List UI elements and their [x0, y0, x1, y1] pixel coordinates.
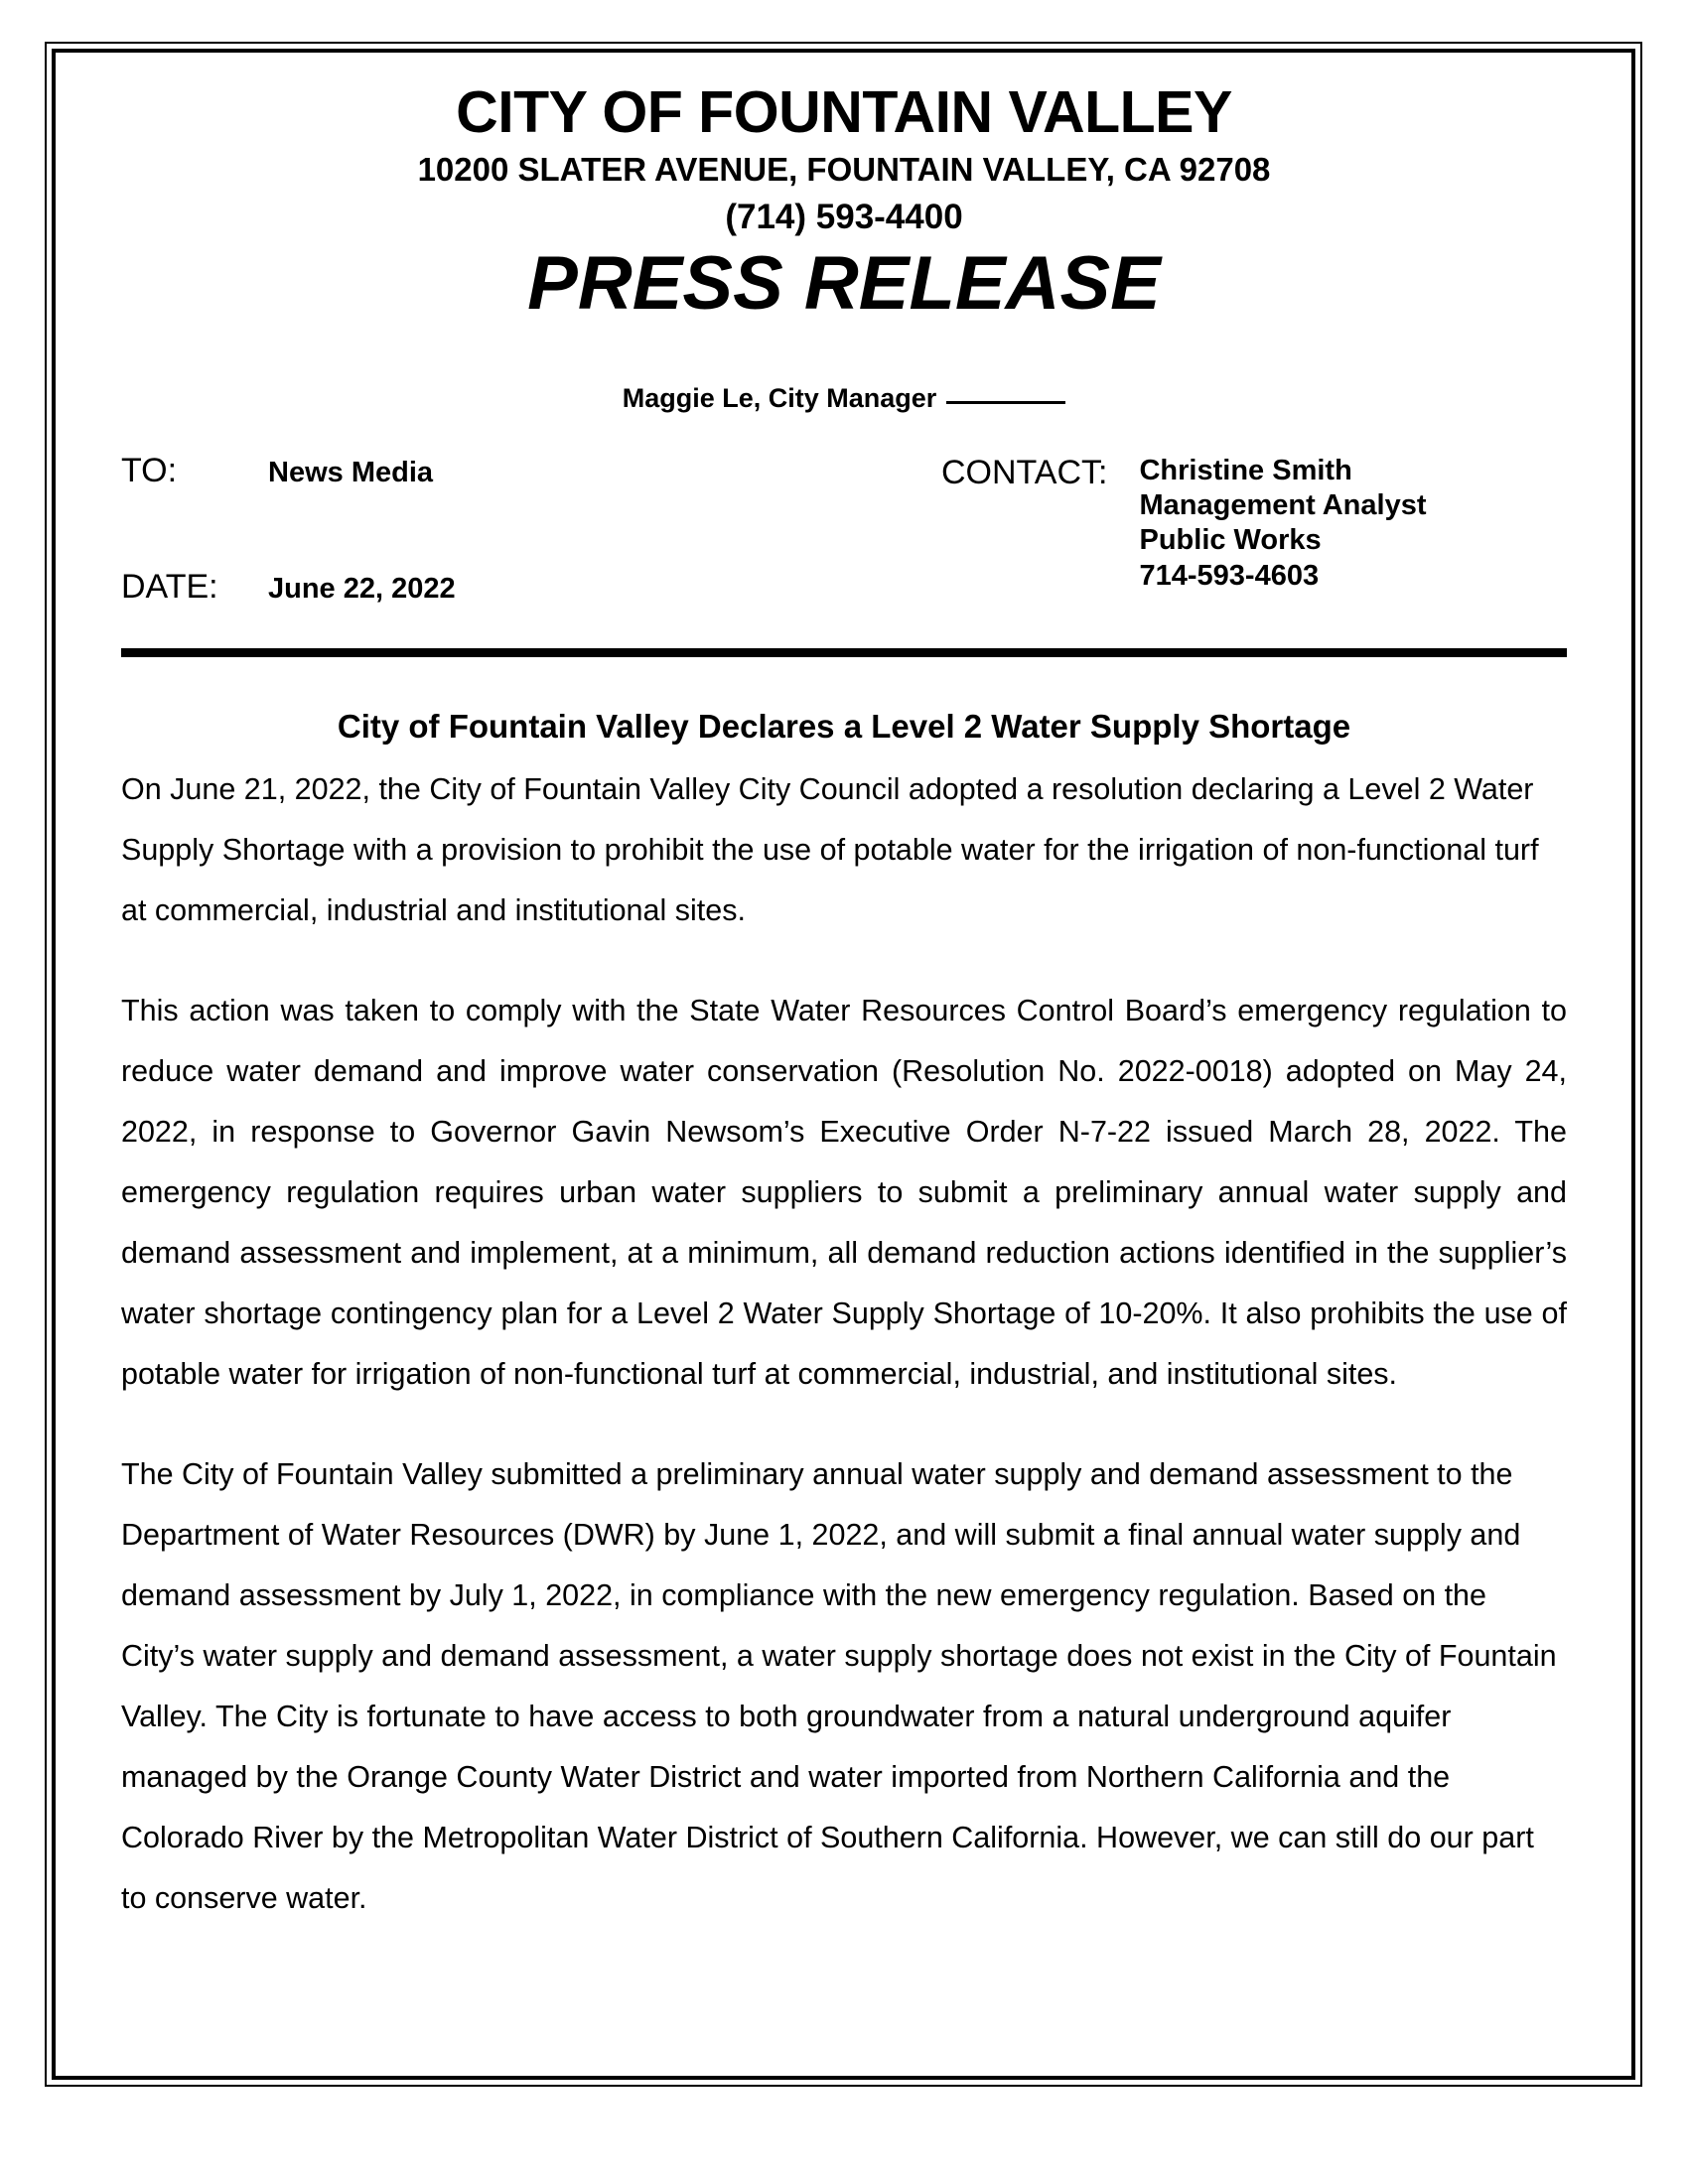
signature-line: [95, 383, 1593, 414]
letterhead: [95, 81, 1593, 324]
date-row: [121, 568, 816, 607]
signer-name-and-title: Maggie Le, City Manager: [622, 382, 937, 413]
to-row: [121, 452, 816, 490]
to-value: News Media: [268, 456, 433, 488]
article-paragraph: The City of Fountain Valley submitted a preliminary annual water supply and demand assessment to the Department of Water Resources (DWR) by June 1, 2022, and will submit a final annual water supply and demand assessment by July 1, 2022, in compliance with the new emergency regulation. Based on the City’s water supply and demand assessment, a water supply shortage does not exist in the City of Fountain Valley. The City is fortunate to have access to both groundwater from a natural underground aquifer managed by the Orange County Water District and water imported from Northern California and the Colorado River by the Metropolitan Water District of Southern California. However, we can still do our part to conserve water.: [121, 1457, 1557, 1916]
article-paragraph: This action was taken to comply with the State Water Resources Control Board’s emergency regulation to reduce water demand and improve water conservation (Resolution No. 2022-0018) adopted on May 24, 2022, in response to Governor Gavin Newsom’s Executive Order N-7-22 issued March 28, 2022. The emergency regulation requires urban water suppliers to submit a preliminary annual water supply and demand assessment and implement, at a minimum, all demand reduction actions identified in the supplier’s water shortage contingency plan for a Level 2 Water Supply Shortage of 10-20%. It also prohibits the use of potable water for irrigation of non-functional turf at commercial, industrial, and institutional sites.: [121, 994, 1567, 1392]
document-type-title: PRESS RELEASE: [527, 240, 1161, 326]
article-body: [121, 746, 1567, 1929]
to-label: TO:: [121, 451, 178, 489]
article-headline: City of Fountain Valley Declares a Level 2 Water Supply Shortage: [337, 707, 1351, 745]
organization-name: CITY OF FOUNTAIN VALLEY: [456, 79, 1232, 145]
organization-address: 10200 SLATER AVENUE, FOUNTAIN VALLEY, CA 92708: [417, 150, 1271, 188]
date-value: June 22, 2022: [268, 572, 456, 605]
contact-name: Christine Smith: [1139, 454, 1352, 486]
contact-title: Management Analyst: [1139, 488, 1427, 521]
organization-phone: (714) 593-4400: [725, 198, 963, 237]
contact-phone: 714-593-4603: [1139, 559, 1320, 592]
contact-details: [1139, 454, 1426, 595]
contact-label: CONTACT:: [941, 453, 1108, 491]
press-release-document: [68, 56, 1620, 2073]
recipient-and-contact-block: [95, 452, 1593, 640]
contact-department: Public Works: [1139, 524, 1322, 557]
contact-fields: [941, 454, 1426, 595]
recipient-fields: [121, 452, 816, 607]
date-label: DATE:: [121, 567, 218, 606]
signature-blank-rule: [946, 401, 1065, 404]
article-paragraph: On June 21, 2022, the City of Fountain Valley City Council adopted a resolution declaring a Level 2 Water Supply Shortage with a provision to prohibit the use of potable water for the irrigation of non-functional turf at commercial, industrial and institutional sites.: [121, 772, 1539, 928]
header-divider-rule: [121, 648, 1567, 657]
